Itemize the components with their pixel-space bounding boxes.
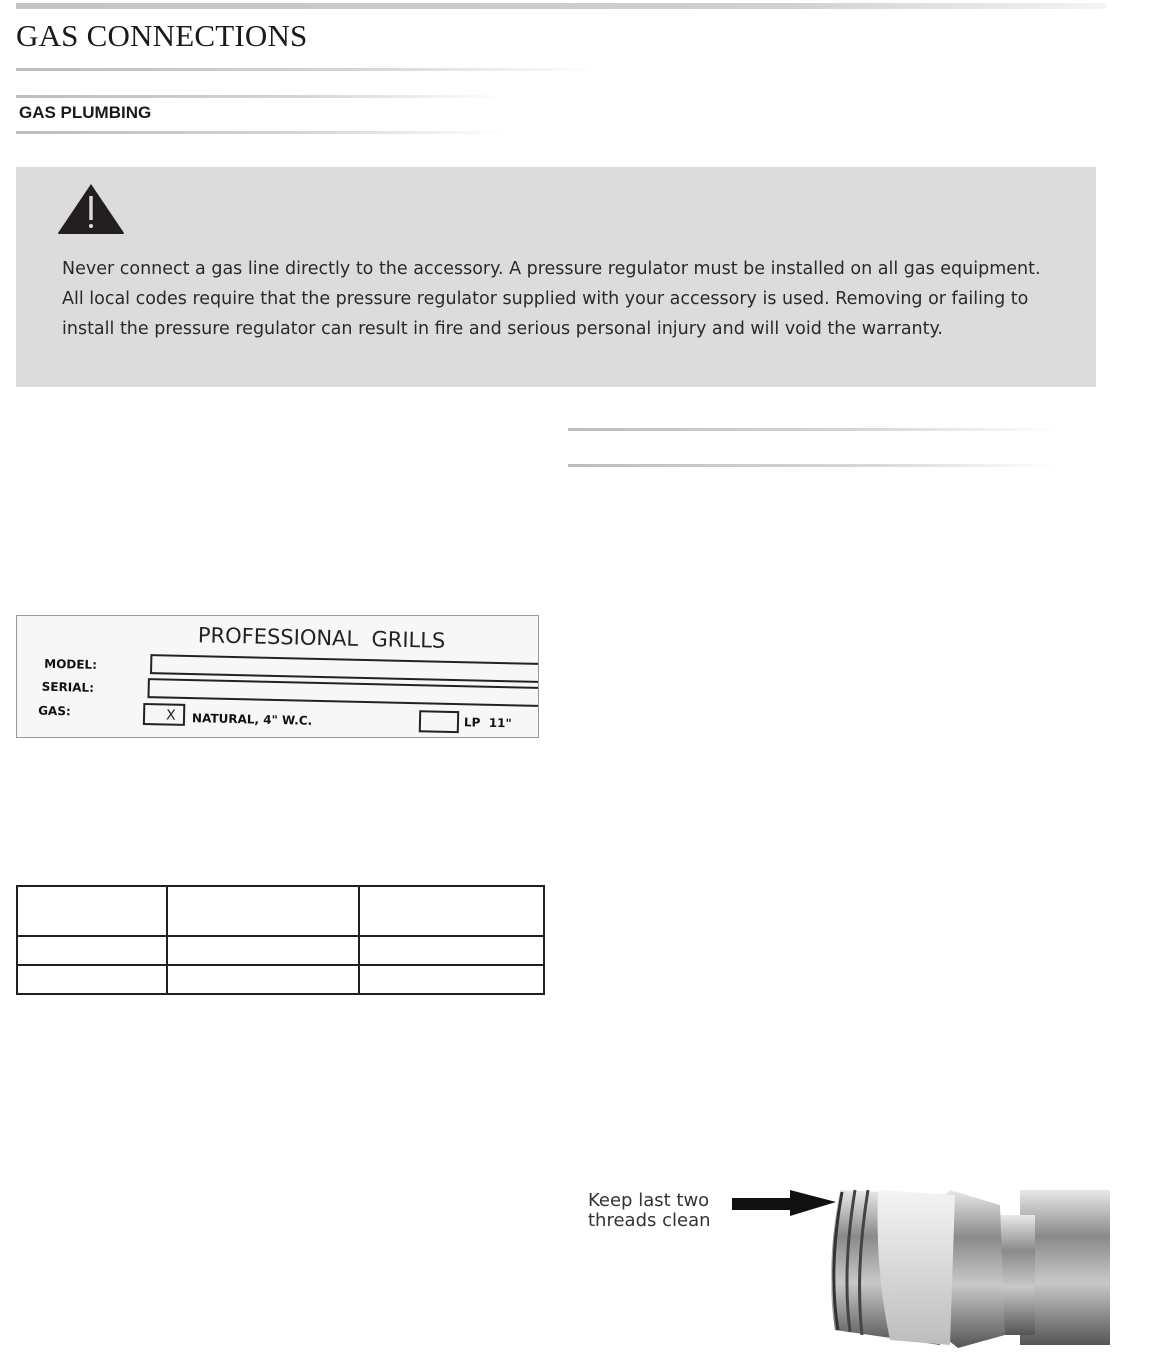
table-cell	[17, 965, 167, 994]
title-divider	[16, 68, 596, 71]
section-title: GAS PLUMBING	[19, 103, 152, 122]
right-divider-bottom	[568, 464, 1058, 467]
callout-line: Keep last two	[588, 1190, 710, 1211]
label-gas-natural: NATURAL, 4" W.C.	[191, 711, 313, 728]
table-cell	[17, 886, 167, 936]
fitting-callout	[588, 1191, 711, 1231]
table-cell	[17, 936, 167, 965]
table-cell	[359, 936, 544, 965]
label-field-model: MODEL:	[44, 656, 98, 672]
label-field-gas: GAS:	[37, 703, 71, 719]
section-divider-top	[16, 95, 506, 98]
table-row	[17, 936, 544, 965]
right-divider-top	[568, 428, 1058, 431]
table-cell	[359, 886, 544, 936]
label-checked-mark: X	[165, 707, 176, 724]
page-title: GAS CONNECTIONS	[16, 18, 308, 53]
warning-line: Never connect a gas line directly to the accessory. A pressure regulator must be installed on all gas equipment.	[62, 259, 1041, 279]
warning-line: install the pressure regulator can result in fire and serious personal injury and will void the warranty.	[62, 319, 943, 339]
rating-label-photo	[16, 615, 539, 738]
warning-triangle-icon	[57, 183, 125, 235]
table-cell	[167, 936, 359, 965]
section-divider-bottom	[16, 131, 506, 134]
table-header-row	[17, 886, 544, 936]
label-brand: PROFESSIONAL GRILLS	[197, 623, 446, 653]
label-field-serial: SERIAL:	[41, 679, 95, 695]
label-gas-lp: LP 11"	[463, 715, 512, 731]
warning-text	[62, 254, 1072, 344]
table-cell	[167, 886, 359, 936]
arrow-icon	[732, 1190, 836, 1216]
warning-line: All local codes require that the pressure regulator supplied with your accessory is used. Removing or failing to	[62, 289, 1029, 309]
top-bar	[16, 3, 1106, 9]
callout-line: threads clean	[588, 1210, 711, 1231]
spec-table	[16, 885, 545, 995]
table-cell	[359, 965, 544, 994]
table-cell	[167, 965, 359, 994]
table-row	[17, 965, 544, 994]
fitting-photo	[730, 1170, 1115, 1350]
warning-box	[16, 167, 1096, 387]
